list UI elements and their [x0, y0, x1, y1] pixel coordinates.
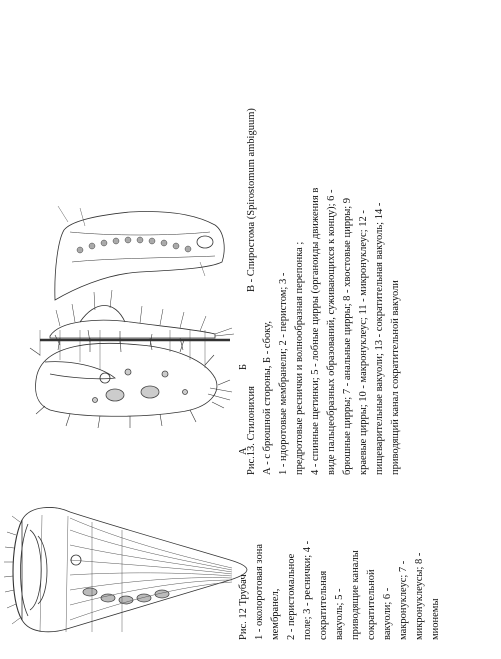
fig12-line: вакуоль; 5 - — [334, 588, 345, 640]
fig12-line: макронуклеус; 7 - — [398, 560, 409, 640]
fig13-label-a: А — [238, 447, 249, 455]
fig13-line: 4 - спинные щетинки; 5 - лобные цирры (органоиды движения в — [310, 187, 321, 475]
fig12-title: Рис. 12 Трубач — [238, 574, 249, 640]
fig12-line: 1 - околоротовая зона — [254, 543, 265, 640]
fig12-line: мионемы — [430, 598, 441, 640]
spirostomum-title: В - Спиростома (Spirostomum ambiguum) — [246, 108, 257, 292]
fig12-line: приводящие каналы — [350, 550, 361, 640]
fig13-label-b: Б — [238, 363, 249, 370]
fig13-title: Рис.13. Стилонихия — [246, 386, 257, 475]
fig13-line: виде пальцеобразных образований, суживающихся к концу); 6 - — [326, 189, 337, 475]
fig13-line: пищеварительные вакуоли; 13 - сократительная вакуоль; 14 - — [374, 202, 385, 475]
fig13-caption — [244, 188, 404, 475]
fig12-line: микронуклеусы; 8 - — [414, 552, 425, 640]
fig12-line: мембранел, — [270, 588, 281, 640]
fig12-line: поле; 3 - реснички; 4 - — [302, 540, 313, 640]
fig12-line: сократительная — [318, 570, 329, 640]
fig13-line: брюшные цирры; 7 - анальные цирры; 8 - хвостовые цирры; 9 — [342, 197, 353, 475]
fig12-line: сократительной — [366, 569, 377, 640]
fig13-line: 1 - ндоротовые мембранели; 2 - перистом; 3 - — [278, 272, 289, 475]
fig12-line: 2 - перистомальное — [286, 553, 297, 640]
fig12-caption — [236, 541, 444, 640]
fig13-line: приводящий канал сократительной вакуоли — [390, 280, 401, 475]
fig13-line: А - с брюшной стороны, Б - сбоку, — [262, 321, 273, 475]
fig13-line: предротовые реснички и волнообразная перепонка ; — [294, 241, 305, 475]
fig12-line: вакуоли; 6 - — [382, 587, 393, 640]
fig13-line: краевые цирры; 10 - макронуклеус; 11 - микронуклеус; 12 - — [358, 210, 369, 475]
